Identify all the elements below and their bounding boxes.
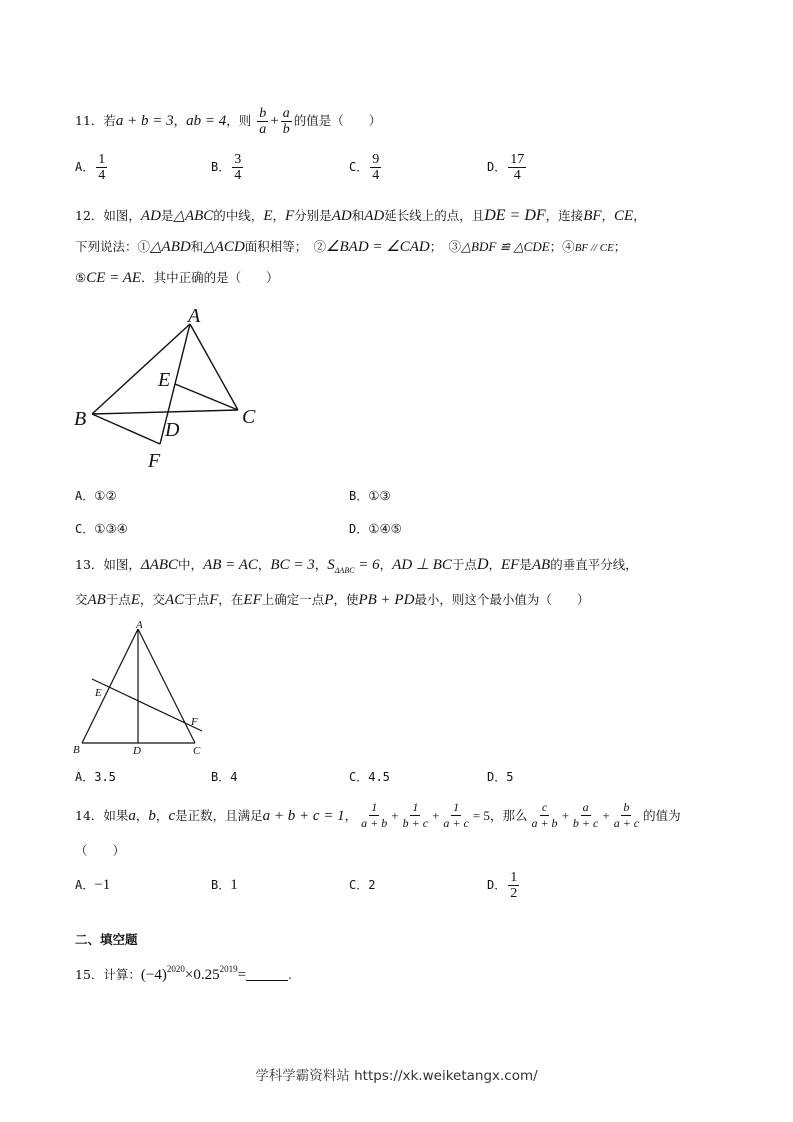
q13-l1-r: 的垂直平分线， (550, 557, 638, 572)
q12-l3-b: CE = AE (86, 270, 142, 286)
q13-l1-c: 中， (178, 557, 204, 572)
q12-option-a-label: A． (75, 489, 95, 503)
q15-base-1: (−4) (140, 967, 167, 983)
q11-plus: + (270, 113, 279, 129)
q12-l3-a: ⑤ (75, 270, 87, 285)
q14-fraction-6 (612, 800, 641, 831)
q12-l2-j: BF // CE (574, 242, 614, 254)
q11-fraction-b-over-a (257, 106, 268, 137)
q12-l2-c: 和 (190, 239, 204, 254)
q14-fraction-3 (441, 800, 470, 831)
q14-g1-den: a + b (531, 816, 558, 830)
q13-l1-m: D (476, 556, 489, 573)
q13-l1-g: ， (314, 557, 328, 572)
q11-sep2: ，则 (226, 113, 252, 128)
q14-option-d (487, 870, 521, 901)
q14-f3-num: 1 (453, 800, 460, 814)
q13-l2-k: 上确定一点 (261, 592, 325, 607)
q14-option-b-text: 1 (230, 877, 238, 893)
q14-fraction-4 (529, 800, 559, 831)
q13-l2-f: AC (165, 592, 185, 608)
q11-condition-1: a + b = 3 (115, 113, 174, 129)
q14-f3-den: a + c (443, 816, 469, 830)
q12-option-a (75, 487, 117, 505)
q13-l1-q: AB (531, 557, 551, 573)
q13-option-b-label: B． (211, 770, 231, 784)
q12-l2-a: 下列说法：① (75, 239, 151, 254)
question-15 (75, 960, 292, 984)
q12-l1-e: 的中线， (213, 208, 264, 223)
q13-option-c (349, 768, 390, 786)
q12-line-bf (92, 414, 160, 444)
q14-d: b (148, 807, 156, 824)
q13-option-a (75, 768, 116, 786)
q11-option-b-label: B． (211, 160, 231, 174)
question-14 (75, 800, 681, 831)
q15-times: × (184, 967, 194, 983)
question-12-line-2 (75, 238, 626, 257)
q14-j: ，那么 (489, 807, 528, 823)
q15-a: 15．计算： (75, 967, 141, 982)
question-13-line-1 (75, 556, 638, 580)
q14-fraction-5 (571, 800, 600, 831)
q15-base-2: 0.25 (193, 967, 220, 983)
question-11 (75, 106, 381, 137)
q14-paren-text: （ ） (75, 843, 126, 858)
q11-option-c-label: C． (349, 160, 369, 174)
q12-l1-i: 分别是 (294, 208, 332, 223)
q13-l2-o: 最小，则这个最小值为（ ） (414, 592, 590, 607)
q12-option-d-label: D． (349, 522, 369, 536)
q13-l2-c: 于点 (105, 592, 131, 607)
q13-l2-e: ，交 (140, 592, 166, 607)
q12-l2-g: ； ③ (429, 239, 461, 254)
q12-l1-l: AD (364, 208, 385, 224)
q14-f1-den: a + b (361, 816, 388, 830)
q14-option-c-label: C． (349, 878, 369, 892)
q14-option-a-text: −1 (94, 877, 111, 893)
q13-label-d: D (133, 745, 141, 757)
q12-line-bc (92, 410, 238, 414)
q12-label-b: B (74, 408, 87, 430)
q11-option-c-fraction (370, 152, 381, 183)
q12-l3-c: ．其中正确的是（ ） (141, 270, 279, 285)
q13-l2-n: PB + PD (358, 592, 415, 608)
q12-l1-d: △ABC (173, 208, 214, 224)
q13-option-a-text: 3.5 (94, 770, 116, 784)
q13-l2-a: 交 (75, 592, 88, 607)
q13-option-c-label: C． (349, 770, 369, 784)
q11-fraction-a-over-b (281, 106, 292, 137)
q13-l2-h: F (209, 592, 219, 608)
q14-g3-den: a + c (613, 816, 640, 830)
q12-l2-b: △ABD (150, 239, 191, 255)
q12-l1-q: ， (601, 208, 615, 223)
q11-option-b-fraction (232, 152, 243, 183)
q12-option-b-label: B． (349, 489, 369, 503)
q14-k: 的值为 (643, 807, 681, 823)
q11-option-a-fraction (96, 152, 107, 183)
q14-opt-d-den: 2 (510, 886, 518, 901)
q12-option-b (349, 487, 391, 505)
q13-l1-n: ， (488, 557, 502, 572)
q12-option-a-text: ①② (94, 488, 117, 503)
q11-option-a (75, 152, 109, 183)
q12-option-c (75, 520, 128, 538)
q13-line-ab (82, 629, 138, 743)
q14-g2-num: a (582, 800, 589, 814)
q11-option-a-label: A． (75, 160, 95, 174)
q11-number: 11．若 (75, 113, 116, 128)
q14-g3-num: b (623, 800, 630, 814)
q12-l1-b: AD (140, 208, 161, 224)
q13-option-d-label: D． (487, 770, 507, 784)
q13-option-a-label: A． (75, 770, 95, 784)
q11-opt-c-den: 4 (372, 168, 380, 183)
q13-l1-p: 是 (519, 557, 532, 572)
q11-opt-b-den: 4 (234, 168, 242, 183)
q13-option-d (487, 768, 513, 786)
q14-plus-2: + (432, 807, 440, 823)
q13-l1-f: BC = 3 (270, 557, 315, 573)
q12-l1-n: DE = DF (484, 207, 546, 224)
q12-option-b-text: ①③ (368, 488, 391, 503)
q14-plus-3: + (561, 807, 569, 823)
q14-b: a (128, 807, 136, 824)
q14-g2-den: b + c (572, 816, 599, 830)
q12-l1-s: ， (633, 208, 646, 223)
q13-l1-b: ΔABC (140, 557, 179, 573)
q12-label-e: E (158, 369, 171, 391)
q12-option-c-label: C． (75, 522, 95, 536)
footer-watermark[interactable]: 学科学霸资料站 https://xk.weiketangx.com/ (255, 1068, 538, 1084)
q13-l1-l: 于点 (451, 557, 477, 572)
q14-f: c (168, 807, 176, 824)
q11-opt-c-num: 9 (372, 152, 380, 167)
q14-option-c-text: 2 (368, 878, 376, 892)
q11-option-d (487, 152, 528, 183)
q15-eq: = (237, 967, 247, 983)
q11-tail: 的值是（ ） (293, 113, 382, 128)
q13-label-b: B (73, 744, 80, 756)
q12-l1-f: E (263, 208, 273, 224)
q14-option-d-label: D． (487, 878, 507, 892)
q14-eq: = 5 (472, 807, 490, 823)
q11-opt-a-num: 1 (98, 152, 106, 167)
q13-l2-d: E (130, 592, 141, 608)
q13-figure (70, 617, 210, 757)
q13-label-a: A (136, 619, 143, 631)
q14-fraction-1 (359, 800, 389, 831)
q11-option-d-fraction (508, 152, 526, 183)
q14-option-a-label: A． (75, 878, 95, 892)
question-12-line-1 (75, 207, 646, 225)
q12-l1-k: 和 (351, 208, 365, 223)
q14-option-b (211, 876, 238, 894)
q12-line-ac (190, 324, 238, 410)
q15-exponent-2: 2019 (219, 964, 238, 974)
q11-frac1-num: b (259, 106, 267, 121)
q11-opt-a-den: 4 (98, 168, 106, 183)
q13-l1-j: ， (379, 557, 393, 572)
q13-l1-k: AD ⊥ BC (392, 557, 452, 573)
section-title: 二、填空题 (75, 932, 138, 947)
q12-l1-r: CE (614, 208, 634, 224)
q15-exponent-1: 2020 (166, 964, 185, 974)
q13-l2-i: ，在 (218, 592, 244, 607)
q11-opt-d-num: 17 (510, 152, 525, 167)
q13-label-e: E (95, 687, 102, 699)
q12-l2-e: 面积相等； ② (244, 239, 327, 254)
q13-l1-h: S (327, 557, 335, 573)
q12-option-c-text: ①③④ (94, 521, 128, 536)
q12-line-ce (175, 384, 238, 410)
q14-option-a (75, 876, 110, 894)
q12-label-d: D (165, 419, 180, 441)
q14-i: ， (344, 807, 358, 823)
q13-line-ef (92, 679, 202, 731)
q13-option-b-text: 4 (230, 770, 238, 784)
q13-option-d-text: 5 (506, 770, 514, 784)
q13-l1-a: 13．如图， (75, 557, 141, 572)
q14-option-d-fraction (508, 870, 519, 901)
q14-opt-d-num: 1 (510, 870, 518, 885)
q14-e: ， (155, 807, 169, 823)
q14-f2-num: 1 (412, 800, 419, 814)
q12-l2-f: ∠BAD = ∠CAD (326, 239, 430, 255)
q11-condition-2: ab = 4 (186, 113, 227, 129)
q12-l1-a: 12．如图， (75, 208, 141, 223)
q13-option-c-text: 4.5 (368, 770, 390, 784)
question-13-line-2 (75, 591, 589, 609)
q13-option-b (211, 768, 237, 786)
q15-answer-blank[interactable] (246, 980, 288, 981)
q12-l1-g: ， (272, 208, 285, 223)
q13-line-ac (138, 629, 195, 743)
q13-l1-i: = 6 (354, 557, 380, 573)
q14-option-c (349, 876, 375, 894)
q14-f2-den: b + c (402, 816, 429, 830)
q12-l2-i: ；④ (549, 239, 575, 254)
q12-l2-k: ； (613, 239, 627, 254)
q14-f1-num: 1 (371, 800, 378, 814)
q14-plus-1: + (391, 807, 399, 823)
q13-l2-m: ，使 (333, 592, 359, 607)
q13-l1-o: EF (501, 557, 520, 573)
q12-l1-c: 是 (160, 208, 174, 223)
q12-option-d (349, 520, 402, 538)
q11-option-d-label: D． (487, 160, 507, 174)
q11-option-b (211, 152, 245, 183)
q13-l2-g: 于点 (184, 592, 210, 607)
q13-l2-b: AB (87, 592, 106, 608)
q15-end: . (288, 967, 293, 982)
question-12-line-3 (75, 269, 279, 287)
q14-paren (75, 842, 125, 860)
q11-frac1-den: a (259, 122, 267, 137)
q11-sep1: ， (173, 113, 187, 128)
q12-option-d-text: ①④⑤ (368, 521, 402, 536)
q12-l2-d: △ACD (203, 239, 245, 255)
q13-l2-l: P (324, 592, 334, 608)
q12-line-ab (92, 324, 190, 414)
q11-opt-b-num: 3 (234, 152, 242, 167)
q14-g1-num: c (541, 800, 548, 814)
q13-label-f: F (191, 716, 198, 728)
q12-label-f: F (148, 450, 161, 472)
q13-l2-j: EF (243, 592, 262, 608)
q12-l1-h: F (285, 208, 295, 224)
q12-l1-j: AD (331, 208, 352, 224)
q12-l1-p: BF (583, 208, 602, 224)
q14-g: 是正数，且满足 (175, 807, 263, 823)
q13-l1-d: AB = AC (203, 557, 258, 573)
q14-option-b-label: B． (211, 878, 231, 892)
q12-l2-h: △BDF ≌ △CDE (461, 239, 550, 254)
q13-l1-h-sub: ΔABC (334, 566, 355, 575)
q11-option-c (349, 152, 383, 183)
q13-l1-e: ， (257, 557, 271, 572)
q14-a: 14．如果 (75, 807, 129, 823)
q11-opt-d-den: 4 (513, 168, 521, 183)
q12-label-c: C (242, 406, 256, 428)
q11-frac2-den: b (282, 122, 290, 137)
q14-fraction-2 (401, 800, 430, 831)
q12-l1-o: ，连接 (545, 208, 584, 223)
q14-c: ， (135, 807, 149, 823)
q12-label-a: A (188, 305, 201, 327)
q13-label-c: C (193, 745, 201, 757)
q12-l1-m: 延长线上的点，且 (384, 208, 485, 223)
q11-frac2-num: a (282, 106, 290, 121)
q14-plus-4: + (602, 807, 610, 823)
q12-figure (70, 302, 270, 474)
q14-h: a + b + c = 1 (262, 807, 345, 824)
